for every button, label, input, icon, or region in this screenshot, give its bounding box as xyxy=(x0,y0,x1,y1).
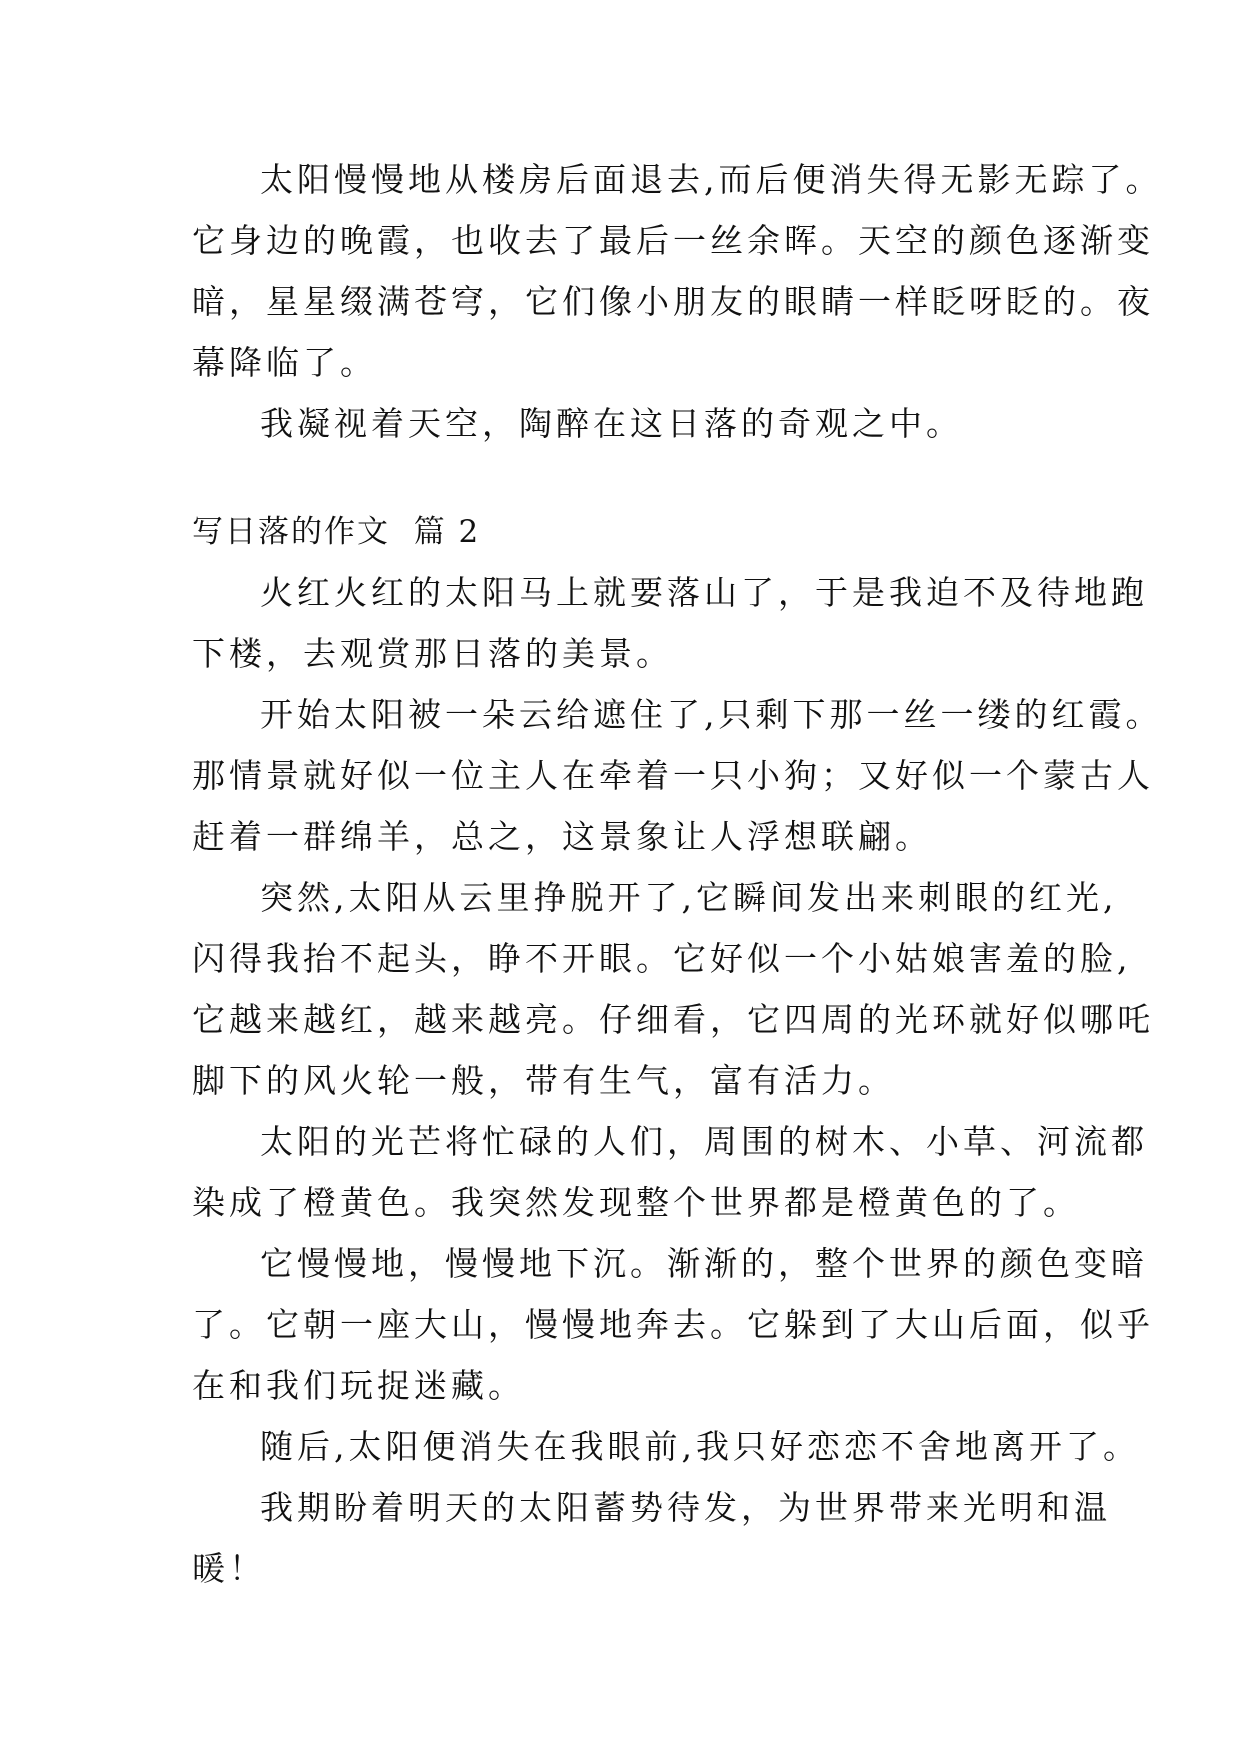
paragraph-line: 暖！ xyxy=(192,1549,266,1588)
section1-text xyxy=(192,149,1163,454)
paragraph-line: 它慢慢地，慢慢地下沉。渐渐的，整个世界的颜色变暗 xyxy=(260,1244,1148,1283)
paragraph-line: 它越来越红，越来越亮。仔细看，它四周的光环就好似哪吒 xyxy=(192,1000,1154,1039)
paragraph-line: 我期盼着明天的太阳蓄势待发，为世界带来光明和温 xyxy=(260,1488,1111,1527)
paragraph-line: 开始太阳被一朵云给遮住了,只剩下那一丝一缕的红霞。 xyxy=(260,695,1163,734)
paragraph-line: 下楼，去观赏那日落的美景。 xyxy=(192,634,673,673)
section2-text xyxy=(192,562,1163,1599)
paragraph-line: 闪得我抬不起头，睁不开眼。它好似一个小姑娘害羞的脸, xyxy=(192,939,1132,978)
paragraph-line: 幕降临了。 xyxy=(192,343,377,382)
paragraph-line: 火红火红的太阳马上就要落山了，于是我迫不及待地跑 xyxy=(260,573,1148,612)
paragraph-line: 在和我们玩捉迷藏。 xyxy=(192,1366,525,1405)
paragraph-line: 脚下的风火轮一般，带有生气，富有活力。 xyxy=(192,1061,895,1100)
paragraph-line: 那情景就好似一位主人在牵着一只小狗；又好似一个蒙古人 xyxy=(192,756,1154,795)
paragraph-line: 暗，星星缀满苍穹，它们像小朋友的眼睛一样眨呀眨的。夜 xyxy=(192,282,1154,321)
section-heading: 写日落的作文 篇 2 xyxy=(192,514,481,550)
paragraph-line: 它身边的晚霞，也收去了最后一丝余晖。天空的颜色逐渐变 xyxy=(192,221,1154,260)
paragraph-line: 赶着一群绵羊，总之，这景象让人浮想联翩。 xyxy=(192,817,932,856)
paragraph-line: 随后,太阳便消失在我眼前,我只好恋恋不舍地离开了。 xyxy=(260,1427,1140,1466)
paragraph-line: 我凝视着天空，陶醉在这日落的奇观之中。 xyxy=(260,404,963,443)
paragraph-line: 了。它朝一座大山，慢慢地奔去。它躲到了大山后面，似乎 xyxy=(192,1305,1154,1344)
paragraph-line: 太阳的光芒将忙碌的人们，周围的树木、小草、河流都 xyxy=(260,1122,1148,1161)
paragraph-line: 太阳慢慢地从楼房后面退去,而后便消失得无影无踪了。 xyxy=(260,160,1163,199)
paragraph-line: 染成了橙黄色。我突然发现整个世界都是橙黄色的了。 xyxy=(192,1183,1080,1222)
paragraph-line: 突然,太阳从云里挣脱开了,它瞬间发出来刺眼的红光, xyxy=(260,878,1118,917)
